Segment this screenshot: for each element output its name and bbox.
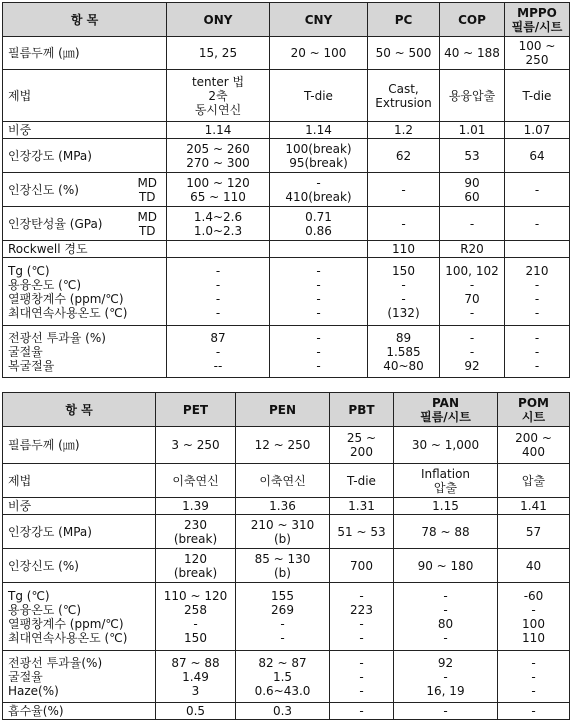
cell: 40: [498, 549, 570, 583]
cell: 205 ~ 260 270 ~ 300: [167, 139, 270, 173]
header-pom: POM 시트: [498, 393, 570, 427]
row-thickness: [3, 37, 570, 70]
cell: 이축연신: [236, 464, 330, 498]
header-item: 항 목: [3, 393, 156, 427]
header-item: 항 목: [3, 3, 167, 37]
row-label: 비중: [3, 122, 167, 139]
cell: 1.41: [498, 498, 570, 515]
row-method: [3, 70, 570, 122]
row-method: [3, 464, 570, 498]
cell: 3 ~ 250: [156, 427, 236, 464]
row-modulus: [3, 207, 570, 241]
label-melting: 용융온도 (℃): [8, 602, 82, 617]
row-label: 인장강도 (MPa): [3, 139, 167, 173]
cell: 1.2: [368, 122, 440, 139]
row-tensile: [3, 139, 570, 173]
cell: 이축연신: [156, 464, 236, 498]
cell: [270, 241, 368, 258]
cell: 100, 102 - 70 -: [440, 258, 505, 326]
cell: 15, 25: [167, 37, 270, 70]
cell: 25 ~ 200: [330, 427, 394, 464]
cell: 40 ~ 188: [440, 37, 505, 70]
cell: 230 (break): [156, 515, 236, 549]
cell: T-die: [330, 464, 394, 498]
cell: -: [368, 173, 440, 207]
row-label: 흡수율(%): [3, 703, 156, 720]
cell: -: [505, 173, 570, 207]
td-label: TD: [138, 223, 156, 238]
cell: -: [394, 703, 498, 720]
label-refractive: 굴절율: [8, 344, 43, 359]
row-label: 인장강도 (MPa): [3, 515, 156, 549]
cell: 82 ~ 87 1.5 0.6~43.0: [236, 651, 330, 703]
cell: -60 - 100 110: [498, 583, 570, 651]
row-labels: [3, 583, 156, 651]
label-refractive: 굴절율: [8, 669, 43, 684]
cell: 210 - - -: [505, 258, 570, 326]
row-label: Rockwell 경도: [3, 241, 167, 258]
row-label: 필름두께 (㎛): [3, 37, 167, 70]
cell: 51 ~ 53: [330, 515, 394, 549]
cell: 0.5: [156, 703, 236, 720]
properties-table-2: [2, 392, 570, 720]
cell: 62: [368, 139, 440, 173]
cell: - - -: [270, 326, 368, 378]
cell: 155 269 - -: [236, 583, 330, 651]
cell: Inflation 압출: [394, 464, 498, 498]
cell: 110 ~ 120 258 - 150: [156, 583, 236, 651]
cell: 0.3: [236, 703, 330, 720]
label-cte: 열팽창계수 (ppm/℃): [8, 616, 124, 631]
cell: [167, 241, 270, 258]
cell: 210 ~ 310 (b): [236, 515, 330, 549]
cell: 0.71 0.86: [270, 207, 368, 241]
cell: - - -: [505, 326, 570, 378]
cell: 1.01: [440, 122, 505, 139]
cell: 1.4~2.6 1.0~2.3: [167, 207, 270, 241]
cell: 150 - - (132): [368, 258, 440, 326]
row-optical: [3, 326, 570, 378]
row-label: 인장신도 (%): [3, 173, 129, 207]
cell: 110: [368, 241, 440, 258]
cell: 30 ~ 1,000: [394, 427, 498, 464]
label-melting: 용융온도 (℃): [8, 277, 82, 292]
header-cop: COP: [440, 3, 505, 37]
cell: - - -: [498, 651, 570, 703]
cell: 53: [440, 139, 505, 173]
cell: 100 ~ 120 65 ~ 110: [167, 173, 270, 207]
header-row: [3, 393, 570, 427]
row-label: 제법: [3, 464, 156, 498]
cell: 12 ~ 250: [236, 427, 330, 464]
cell: 120 (break): [156, 549, 236, 583]
cell: T-die: [505, 70, 570, 122]
cell: tenter 법 2축 동시연신: [167, 70, 270, 122]
label-max-temp: 최대연속사용온도 (℃): [8, 305, 128, 320]
cell: -: [368, 207, 440, 241]
row-label: 필름두께 (㎛): [3, 427, 156, 464]
cell: 78 ~ 88: [394, 515, 498, 549]
cell: 압출: [498, 464, 570, 498]
row-absorption: [3, 703, 570, 720]
cell: -: [330, 703, 394, 720]
row-thermal: [3, 583, 570, 651]
md-td-label: [129, 173, 167, 207]
label-transmittance: 전광선 투과율 (%): [8, 330, 106, 345]
cell: - - - -: [167, 258, 270, 326]
row-rockwell: [3, 241, 570, 258]
row-label: 비중: [3, 498, 156, 515]
cell: T-die: [270, 70, 368, 122]
row-thermal: [3, 258, 570, 326]
header-pet: PET: [156, 393, 236, 427]
cell: 1.07: [505, 122, 570, 139]
row-tensile: [3, 515, 570, 549]
row-optical: [3, 651, 570, 703]
cell: 87 - --: [167, 326, 270, 378]
cell: Cast, Extrusion: [368, 70, 440, 122]
row-labels: [3, 651, 156, 703]
cell: 85 ~ 130 (b): [236, 549, 330, 583]
header-ony: ONY: [167, 3, 270, 37]
label-transmittance: 전광선 투과율(%): [8, 655, 103, 670]
label-birefringence: 복굴절율: [8, 358, 55, 373]
header-pen: PEN: [236, 393, 330, 427]
label-max-temp: 최대연속사용온도 (℃): [8, 630, 128, 645]
cell: 57: [498, 515, 570, 549]
cell: - 410(break): [270, 173, 368, 207]
cell: 700: [330, 549, 394, 583]
cell: 90 60: [440, 173, 505, 207]
cell: 92 - 16, 19: [394, 651, 498, 703]
cell: - - 92: [440, 326, 505, 378]
cell: 50 ~ 500: [368, 37, 440, 70]
md-label: MD: [137, 175, 158, 190]
row-elongation: [3, 173, 570, 207]
row-thickness: [3, 427, 570, 464]
row-density: [3, 498, 570, 515]
cell: [505, 241, 570, 258]
label-cte: 열팽창계수 (ppm/℃): [8, 291, 124, 306]
md-label: MD: [137, 209, 158, 224]
row-elongation: [3, 549, 570, 583]
cell: -: [498, 703, 570, 720]
cell: 90 ~ 180: [394, 549, 498, 583]
cell: 1.15: [394, 498, 498, 515]
cell: -: [505, 207, 570, 241]
cell: -: [440, 207, 505, 241]
cell: - 223 - -: [330, 583, 394, 651]
row-label: 인장신도 (%): [3, 549, 156, 583]
properties-table-1: [2, 2, 570, 378]
cell: 200 ~ 400: [498, 427, 570, 464]
header-row: [3, 3, 570, 37]
header-pc: PC: [368, 3, 440, 37]
label-haze: Haze(%): [8, 683, 59, 698]
header-pan: PAN 필름/시트: [394, 393, 498, 427]
td-label: TD: [138, 189, 156, 204]
cell: 1.14: [167, 122, 270, 139]
header-mppo: MPPO 필름/시트: [505, 3, 570, 37]
header-pbt: PBT: [330, 393, 394, 427]
cell: 용융압출: [440, 70, 505, 122]
cell: 1.39: [156, 498, 236, 515]
cell: 64: [505, 139, 570, 173]
cell: - - -: [330, 651, 394, 703]
cell: 89 1.585 40~80: [368, 326, 440, 378]
row-label: 제법: [3, 70, 167, 122]
row-label: 인장탄성율 (GPa): [3, 207, 129, 241]
header-cny: CNY: [270, 3, 368, 37]
cell: - - - -: [270, 258, 368, 326]
md-td-label: [129, 207, 167, 241]
cell: 1.36: [236, 498, 330, 515]
row-density: [3, 122, 570, 139]
cell: 20 ~ 100: [270, 37, 368, 70]
label-tg: Tg (℃): [8, 588, 50, 603]
cell: 100(break) 95(break): [270, 139, 368, 173]
cell: 100 ~ 250: [505, 37, 570, 70]
cell: 1.31: [330, 498, 394, 515]
cell: - - 80 -: [394, 583, 498, 651]
cell: R20: [440, 241, 505, 258]
row-labels: [3, 326, 167, 378]
row-labels: [3, 258, 167, 326]
cell: 87 ~ 88 1.49 3: [156, 651, 236, 703]
label-tg: Tg (℃): [8, 263, 50, 278]
cell: 1.14: [270, 122, 368, 139]
